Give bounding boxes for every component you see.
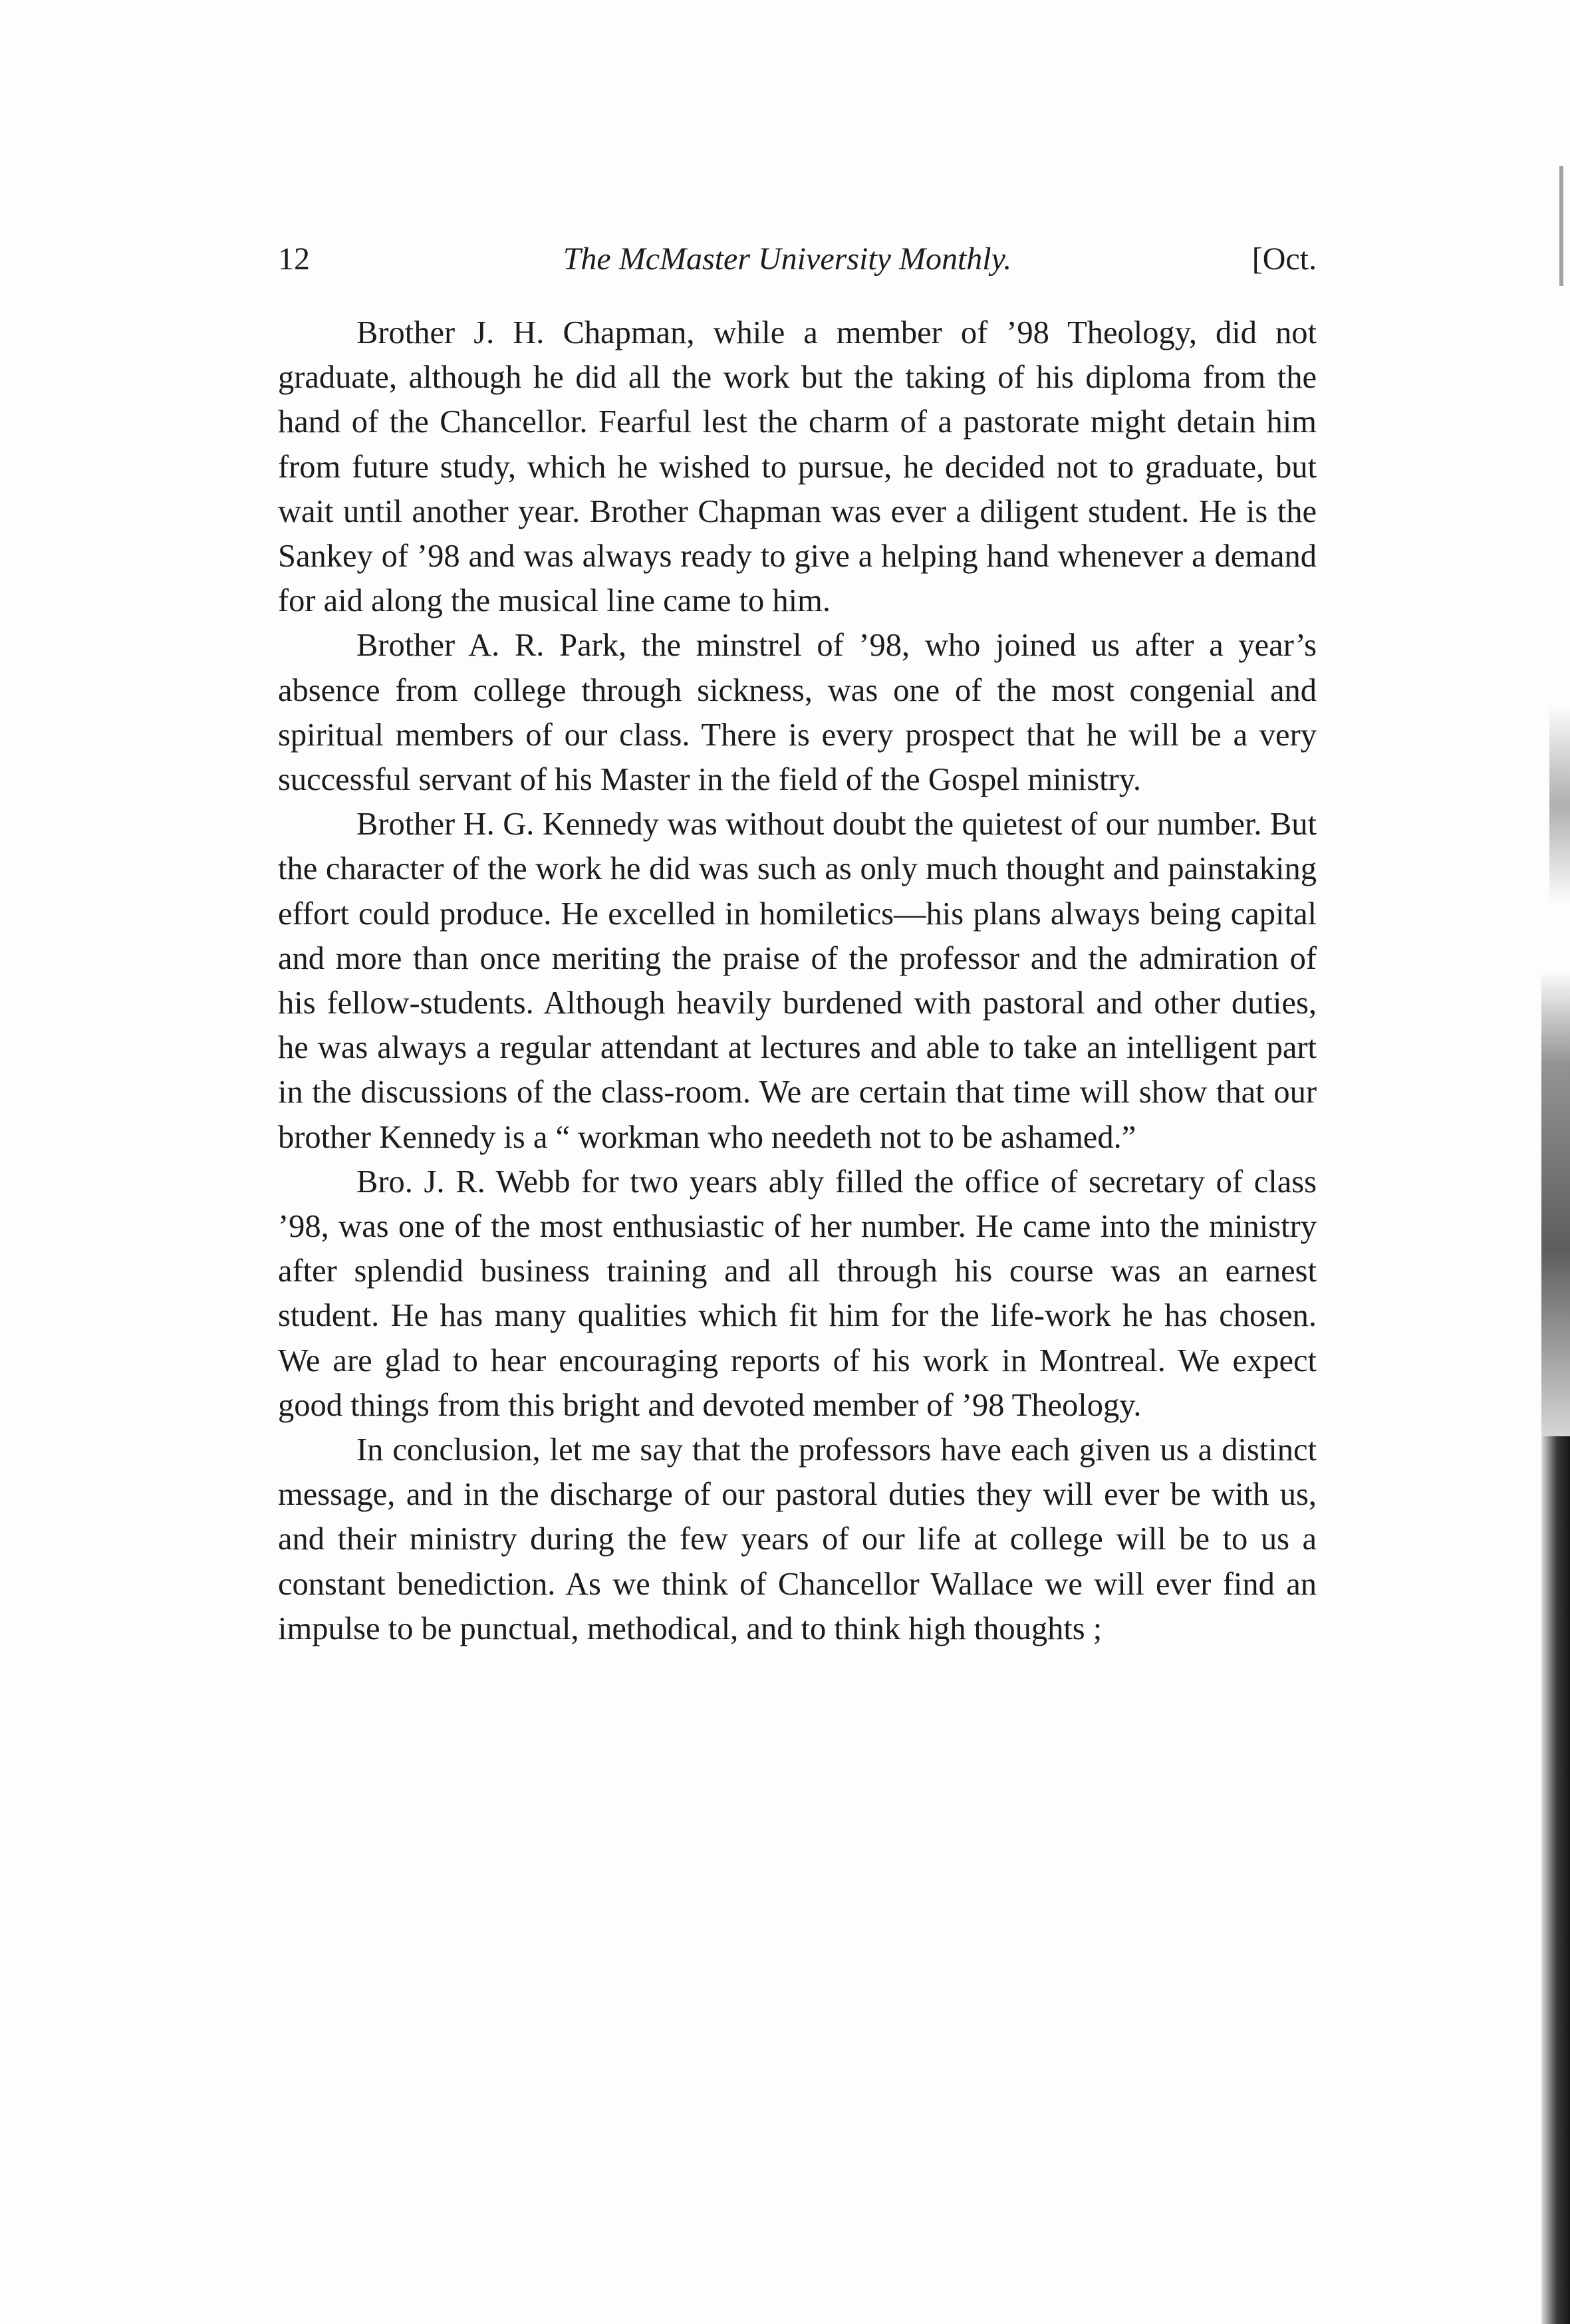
page-edge-shadow — [1549, 705, 1570, 904]
page-number: 12 — [278, 241, 310, 277]
paragraph-conclusion: In conclusion, let me say that the professors have each given us a distinct message, and in the discharge of our pastoral duties they will ever be with us, and their ministry during the few years of our life at college will be to us a constant benediction. As we think of Chancellor Wallace we will ever find an impulse to be punctual, methodical, and to think high thoughts ; — [278, 1432, 1317, 1646]
page-edge-shadow — [1541, 971, 1570, 1436]
issue-month: [Oct. — [1251, 241, 1317, 277]
page-text-block — [278, 236, 1317, 1651]
page-edge-shadow — [1541, 1436, 1570, 2324]
page-edge-shadow — [1559, 166, 1563, 286]
paragraph-park: Brother A. R. Park, the minstrel of ’98, who joined us after a year’s absence from college through sickness, was one of the most congenial and spiritual members of our class. There is every prospect that he will be a very successful servant of his Master in the field of the Gospel ministry. — [278, 628, 1317, 798]
paragraph-webb: Bro. J. R. Webb for two years ably filled the office of secretary of class ’98, was one of the most enthusiastic of her number. He came into the ministry after splendid business training and all through his course was an earnest student. He has many qualities which fit him for the life-work he has chosen. We are glad to hear encouraging reports of his work in Montreal. We expect good things from this bright and devoted member of ’98 Theology. — [278, 1164, 1317, 1423]
paragraph-kennedy: Brother H. G. Kennedy was without doubt the quietest of our number. But the character of the work he did was such as only much thought and painstaking effort could produce. He excelled in homiletics—his plans always being capital and more than once meriting the praise of the professor and the admiration of his fellow-students. Although heavily burdened with pastoral and other duties, he was always a regular attendant at lectures and able to take an intelligent part in the discussions of the class-room. We are certain that time will show that our brother Kennedy is a “ workman who needeth not to be ashamed.” — [278, 807, 1317, 1155]
paragraph-chapman: Brother J. H. Chapman, while a member of ’98 Theology, did not graduate, although he did all the work but the taking of his diploma from the hand of the Chancellor. Fearful lest the charm of a pastorate might detain him from future study, which he wished to pursue, he decided not to graduate, but wait until another year. Brother Chapman was ever a diligent student. He is the Sankey of ’98 and was always ready to give a helping hand whenever a demand for aid along the musical line came to him. — [278, 315, 1317, 619]
publication-title: The McMaster University Monthly. — [563, 241, 1012, 277]
running-head — [278, 236, 1317, 283]
